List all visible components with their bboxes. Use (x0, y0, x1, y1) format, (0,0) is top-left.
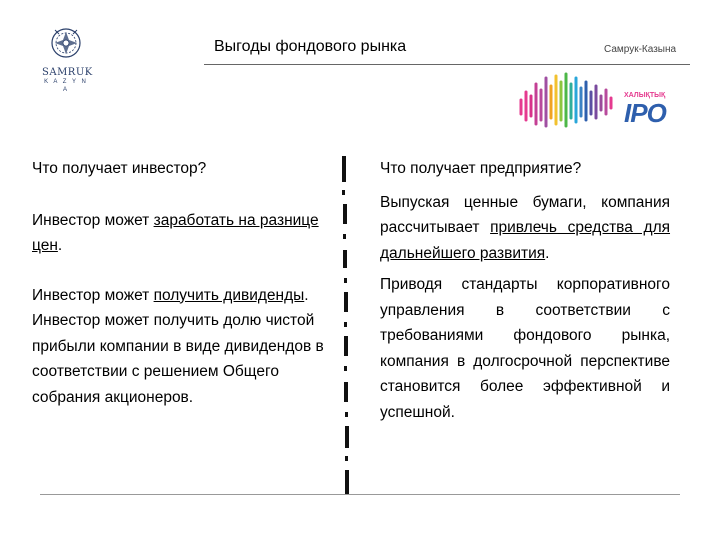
text: . (545, 244, 550, 262)
text: . Инвестор может получить долю чистой прибыли компании в виде дивидендов в соответствии с решением Общего собрания акционеров. (32, 286, 324, 406)
samruk-kazyna-logo (42, 26, 93, 93)
company-benefit-raise-funds (380, 190, 670, 267)
page-title: Выгоды фондового рынка (214, 38, 407, 55)
footer-divider (40, 494, 680, 495)
company-heading: Что получает предприятие? (380, 160, 582, 177)
logo-brand-sub: K A Z Y N A (44, 79, 88, 93)
investor-benefit-price-difference (32, 208, 324, 259)
text: Выпуская ценные бумаги, компания рассчитывает (380, 193, 670, 236)
ipo-small-label: ХАЛЫҚТЫҚ (624, 92, 666, 99)
investor-heading: Что получает инвестор? (32, 160, 207, 177)
text: Инвестор может (32, 211, 154, 229)
column-divider (336, 154, 356, 500)
investor-column (32, 156, 324, 410)
investor-benefit-dividends (32, 283, 324, 411)
text: . (450, 403, 455, 421)
ipo-wordmark (624, 92, 674, 126)
emblem-icon (49, 26, 83, 62)
company-column (380, 156, 670, 425)
company-name: Самрук-Казына (604, 44, 677, 55)
text: Приводя стандарты корпоративного управления в соответствии с требованиями фондового рынка, (380, 276, 670, 344)
text: . (57, 237, 63, 254)
header-divider (204, 64, 690, 65)
ipo-big-label: IPO (624, 98, 666, 128)
get-dividends-link[interactable]: получить дивиденды (153, 286, 305, 304)
company-benefit-governance (380, 272, 670, 425)
logo-brand-name: SAMRUK (42, 67, 93, 78)
earn-on-price-difference-link[interactable]: заработать на разнице цен (32, 211, 319, 254)
text: Инвестор может (32, 286, 154, 304)
raise-funds-link[interactable]: привлечь средства для дальнейшего развития (380, 219, 671, 262)
equalizer-bars-icon (521, 74, 611, 126)
emphasis-text: компания в долгосрочной перспективе становится более эффективной и успешной (380, 352, 670, 421)
